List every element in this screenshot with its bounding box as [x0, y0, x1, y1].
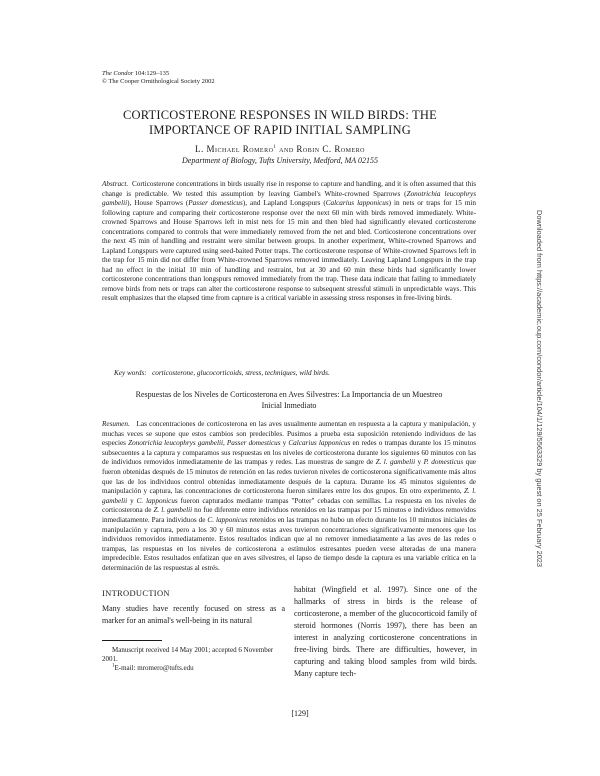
- resumen-text-1: Las concentraciones de corticosterona en las aves usualmente aumentan en respuesta a la captura y manipulación, y muchas veces se supone que estos cambios son predecibles. Pusimos a prueba esta suposición reteniendo individuos de las especies: [102, 420, 476, 448]
- resumen-text-4: en redes o trampas durante los 15 minutos subsecuentes a la captura y comparamos sus respuestas en los niveles de corticosterona durante los siguientes 60 minutos con las de individuos removidos inmediatamente de las trampas y redes. Las muestras de sangre de: [102, 439, 476, 467]
- footnote-received: Manuscript received 14 May 2001; accepted 6 November 2001.: [102, 646, 274, 663]
- author-1-footnote-mark: 1: [273, 145, 277, 150]
- journal-name: The Condor: [102, 70, 134, 77]
- journal-header: [102, 70, 215, 86]
- resumen-label: Resumen.: [102, 420, 130, 428]
- resumen-species-7: C. lapponicus: [136, 496, 178, 505]
- journal-copyright: © The Cooper Ornithological Society 2002: [102, 78, 215, 85]
- resumen-species-3: Calcarius lapponicus: [288, 439, 351, 448]
- resumen-species-5: P. domesticus: [423, 458, 464, 467]
- abstract-text-4: ) in nets or traps for 15 min following capture and comparing their corticosterone response over the next 60 min with birds removed immediately. White-crowned Sparrows and House Sparrows left in mist nets for 15 min and then bled had significantly elevated corticosterone concentrations compared to controls that were immediately removed from the net and bled. Corticosterone concentrations over the next 45 min of handling and restraint were similar between groups. In another experiment, White-crowned Sparrows and Lapland Longspurs were captured using seed-baited Potter traps. The corticosterone response of White-crowned Sparrows left in the trap for 15 min did not differ from White-crowned Sparrows removed immediately. Leaving Lapland Longspurs in the trap had no effect in the initial 10 min of handling and restraint, but at 30 and 60 min these birds had significantly lower corticosterone concentrations than longspurs removed immediately from the trap. These data indicate that failing to immediately remove birds from nets or traps can alter the corticosterone response to subsequent stressful stimuli in unpredictable ways. This result emphasizes that the elapsed time from capture is a critical variable in assessing stress responses in free-living birds.: [102, 199, 477, 302]
- spanish-title: [102, 390, 476, 411]
- resumen-paragraph: [102, 420, 476, 574]
- abstract-label: Abstract.: [102, 180, 129, 188]
- keywords-values: corticosterone, glucocorticoids, stress, techniques, wild birds.: [152, 369, 330, 377]
- page-number: [129]: [291, 709, 309, 718]
- resumen-text-6: que fueron obtenidas después de 15 minutos de retención en las redes tuvieron niveles de corticosterona significativamente más altos que las de los individuos control obtenidas inmediatamente después de la captura. Durante los 45 minutos siguientes de manipulación y captura, las concentraciones de corticosterona fueron similares entre los dos grupos. En otro experimento,: [102, 458, 476, 496]
- author-list: [60, 144, 500, 155]
- footnote-email-mark: 1: [112, 663, 115, 669]
- spanish-title-line-2: Inicial Inmediato: [261, 400, 317, 410]
- spanish-title-line-1: Respuestas de los Niveles de Corticosterona en Aves Silvestres: La Importancia de un Muestreo: [135, 390, 443, 399]
- affiliation: Department of Biology, Tufts University, Medford, MA 02155: [182, 156, 378, 165]
- footnote-rule: [102, 640, 162, 641]
- resumen-species-8: Z. l. gambelii: [153, 506, 193, 515]
- resumen-text-8: fueron capturados mediante trampas "Potter" cebadas con semillas. La respuesta en los niveles de corticosterona de: [102, 496, 477, 515]
- author-1: L. Michael Romero: [194, 144, 274, 154]
- species-1: Zonotrichia leucophrys gambelii: [102, 189, 476, 207]
- species-3: Calcarius lapponicus: [325, 199, 389, 207]
- abstract-text-1: Corticosterone concentrations in birds usually rise in response to capture and handling, and it is often assumed that this change is predictable. We tested this assumption by leaving Gambel's White-crowned Sparrows (: [102, 180, 476, 198]
- resumen-text-5: y: [415, 458, 424, 467]
- keywords: [114, 369, 476, 379]
- side-notice-container: [534, 210, 544, 620]
- footnotes: [102, 646, 285, 673]
- resumen-text-3: y: [280, 439, 289, 448]
- resumen-species-6: Z. l. gambelii: [102, 487, 476, 505]
- resumen-species-9: C. lapponicus: [207, 515, 248, 524]
- resumen-text-9: no fue diferente entre individuos retenidos en las trampas por 15 minutos e individuos removidos inmediatamente. Para individuos de: [102, 506, 476, 524]
- journal-citation: 104:129–135: [134, 70, 170, 77]
- article-title: [60, 108, 500, 138]
- download-notice: Downloaded from https://academic.oup.com/condor/article/104/1/129/5563329 by guest on 25 February 2023: [535, 210, 544, 568]
- resumen-species-4: Z. l. gambelii: [375, 458, 416, 467]
- resumen-text-2: ,: [222, 439, 227, 448]
- species-2: Passer domesticus: [188, 199, 243, 207]
- introduction-left-column: Many studies have recently focused on stress as a marker for an animal's well-being in its natural: [102, 604, 285, 625]
- title-line-1: CORTICOSTERONE RESPONSES IN WILD BIRDS: THE: [122, 108, 437, 122]
- resumen-text-10: retenidos en las trampas no hubo un efecto durante los 10 minutos iniciales de manipulación y captura, pero a los 30 y 60 minutos estas aves tuvieron concentraciones significativamente menores que los individuos removidos inmediatamente. Estos resultados indican que al no remover inmediatamente a las aves de las redes o trampas, las respuestas en los niveles de corticosterona a estímulos estresantes pueden verse alteradas de una manera impredecible. Estos resultados enfatizan que en aves silvestres, el lapso de tiempo desde la captura es una variable crítica en la determinación de las respuestas al estrés.: [102, 515, 476, 572]
- resumen-text-7: y: [127, 496, 137, 505]
- introduction-right-column: habitat (Wingfield et al. 1997). Since one of the hallmarks of stress in birds is the release of corticosterone, a member of the glucocorticoid family of steroid hormones (Norris 1997), there has been an interest in analyzing corticosterone concentrations in free-living birds. There are difficulties, however, in capturing and taking blood samples from wild birds. Many capture tech-: [294, 585, 477, 678]
- title-line-2: IMPORTANCE OF RAPID INITIAL SAMPLING: [149, 123, 411, 137]
- abstract-text-3: ), and Lapland Longspurs (: [242, 199, 326, 207]
- abstract-text-2: ), House Sparrows (: [127, 199, 189, 207]
- footnote-email: E-mail: mromero@tufts.edu: [114, 664, 194, 672]
- resumen-species-1: Zonotrichia leucophrys gambelii: [128, 439, 223, 448]
- author-connector: and: [279, 144, 294, 154]
- keywords-label: Key words:: [114, 369, 147, 377]
- resumen-species-2: Passer domesticus: [226, 439, 281, 448]
- abstract-paragraph: [102, 180, 476, 304]
- introduction-heading: INTRODUCTION: [102, 588, 170, 598]
- author-2: Robin C. Romero: [296, 144, 365, 154]
